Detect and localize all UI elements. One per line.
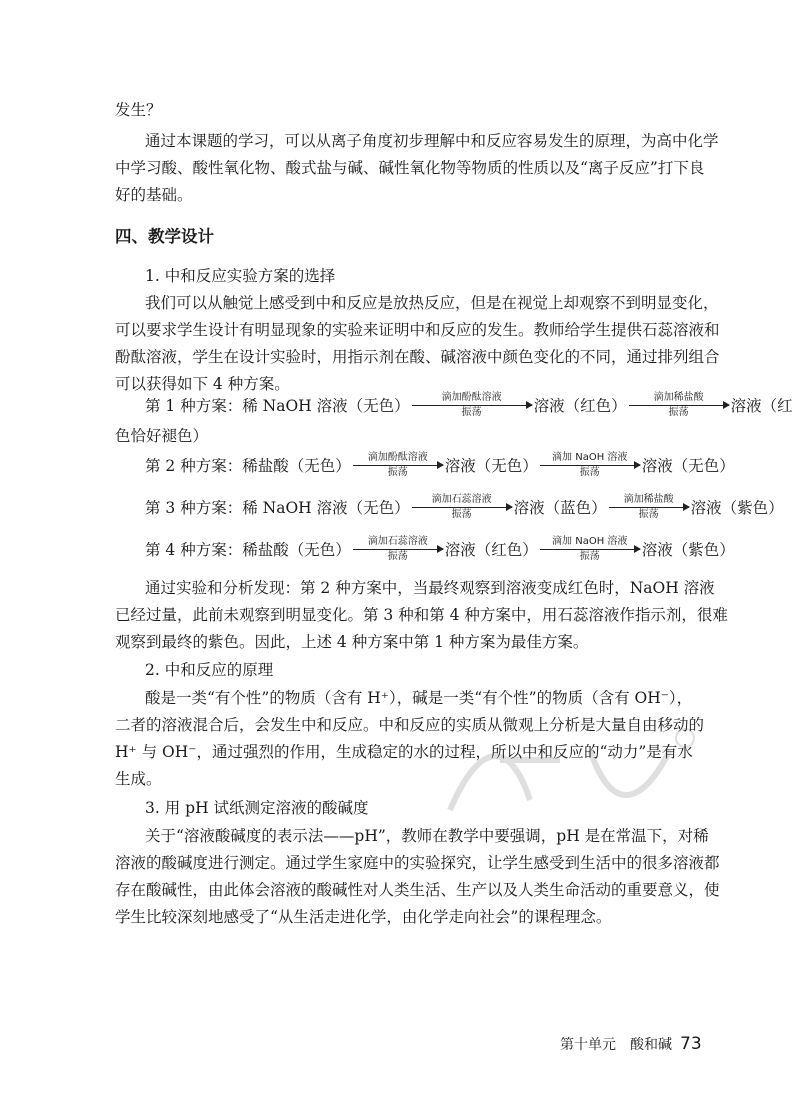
page-footer (560, 1034, 702, 1055)
scheme-4 (145, 536, 735, 563)
reaction-arrow (353, 452, 443, 479)
arrow-condition-below: 振荡 (579, 551, 600, 562)
paragraph-line: 已经过量，此前未观察到明显变化。第 3 种和第 4 种方案中，用石蕊溶液作指示剂，很难 (115, 606, 728, 624)
arrow-condition-below: 振荡 (579, 467, 600, 478)
paragraph-line: 好的基础。 (115, 186, 193, 204)
scheme-intermediate: 溶液（无色） (444, 456, 538, 475)
arrow-shaft (412, 405, 532, 406)
reaction-arrow (412, 494, 512, 521)
paragraph-line: 观察到最终的紫色。因此，上述 4 种方案中第 1 种方案为最佳方案。 (115, 633, 589, 651)
paragraph-line: 发生？ (115, 101, 162, 119)
scheme-intermediate: 溶液（红色） (533, 396, 627, 415)
scheme-result: 溶液（红 (730, 396, 793, 415)
subsection-title: 1. 中和反应实验方案的选择 (145, 267, 336, 285)
paragraph-line: 通过实验和分析发现：第 2 种方案中，当最终观察到溶液变成红色时，NaOH 溶液 (145, 579, 715, 597)
arrow-condition-above: 滴加 NaOH 溶液 (552, 536, 628, 547)
subsection-title: 3. 用 pH 试纸测定溶液的酸碱度 (145, 799, 369, 817)
reaction-arrow (412, 392, 532, 419)
unit-title: 第十单元 酸和碱 (560, 1037, 672, 1053)
paragraph-line: 生成。 (115, 770, 162, 788)
scheme-prefix: 第 1 种方案：稀 NaOH 溶液（无色） (145, 396, 410, 415)
reaction-arrow (353, 536, 443, 563)
scheme-prefix: 第 4 种方案：稀盐酸（无色） (145, 540, 351, 559)
arrow-condition-below: 振荡 (387, 467, 408, 478)
reaction-arrow (540, 452, 640, 479)
paragraph-line: 可以要求学生设计有明显现象的实验来证明中和反应的发生。教师给学生提供石蕊溶液和 (115, 321, 720, 339)
paragraph-line: 我们可以从触觉上感受到中和反应是放热反应，但是在视觉上却观察不到明显变化， (145, 294, 719, 312)
paragraph-line: 色恰好褪色） (115, 427, 209, 445)
reaction-arrow (629, 392, 729, 419)
paragraph-line: 通过本课题的学习，可以从离子角度初步理解中和反应容易发生的原理，为高中化学 (145, 132, 719, 150)
reaction-arrow (609, 494, 689, 521)
paragraph-line: H⁺ 与 OH⁻，通过强烈的作用，生成稳定的水的过程，所以中和反应的“动力”是有水 (115, 743, 693, 761)
arrow-condition-above: 滴加稀盐酸 (623, 494, 674, 505)
arrow-condition-above: 滴加 NaOH 溶液 (552, 452, 628, 463)
arrow-shaft (609, 507, 689, 508)
scheme-result: 溶液（紫色） (690, 498, 784, 517)
arrow-condition-above: 滴加酚酞溶液 (441, 392, 502, 403)
scheme-prefix: 第 3 种方案：稀 NaOH 溶液（无色） (145, 498, 410, 517)
scheme-1 (145, 392, 793, 419)
arrow-condition-above: 滴加石蕊溶液 (367, 536, 428, 547)
subsection-title: 2. 中和反应的原理 (145, 661, 274, 679)
page-number: 73 (680, 1034, 702, 1054)
scheme-result: 溶液（紫色） (641, 540, 735, 559)
arrow-shaft (540, 465, 640, 466)
arrow-shaft (629, 405, 729, 406)
scheme-intermediate: 溶液（红色） (444, 540, 538, 559)
scheme-3 (145, 494, 784, 521)
paragraph-line: 存在酸碱性，由此体会溶液的酸碱性对人类生活、生产以及人类生命活动的重要意义，使 (115, 881, 720, 899)
paragraph-line: 二者的溶液混合后，会发生中和反应。中和反应的实质从微观上分析是大量自由移动的 (115, 716, 705, 734)
paragraph-line: 可以获得如下 4 种方案。 (115, 375, 290, 393)
arrow-condition-above: 滴加稀盐酸 (653, 392, 704, 403)
paragraph-line: 溶液的酸碱度进行测定。通过学生家庭中的实验探究，让学生感受到生活中的很多溶液都 (115, 854, 720, 872)
arrow-shaft (540, 549, 640, 550)
arrow-condition-below: 振荡 (387, 551, 408, 562)
paragraph-line: 酚酞溶液，学生在设计实验时，用指示剂在酸、碱溶液中颜色变化的不同，通过排列组合 (115, 348, 720, 366)
arrow-condition-below: 振荡 (451, 509, 472, 520)
arrow-shaft (353, 465, 443, 466)
arrow-condition-above: 滴加酚酞溶液 (367, 452, 428, 463)
scheme-intermediate: 溶液（蓝色） (513, 498, 607, 517)
paragraph-line: 中学习酸、酸性氧化物、酸式盐与碱、碱性氧化物等物质的性质以及“离子反应”打下良 (115, 159, 705, 177)
scheme-result: 溶液（无色） (641, 456, 735, 475)
paragraph-line: 酸是一类“有个性”的物质（含有 H⁺），碱是一类“有个性”的物质（含有 OH⁻）， (145, 689, 693, 707)
paragraph-line: 关于“溶液酸碱度的表示法——pH”，教师在教学中要强调，pH 是在常温下，对稀 (145, 827, 709, 845)
arrow-condition-below: 振荡 (638, 509, 659, 520)
arrow-shaft (353, 549, 443, 550)
arrow-condition-below: 振荡 (461, 407, 482, 418)
scheme-prefix: 第 2 种方案：稀盐酸（无色） (145, 456, 351, 475)
section-heading: 四、教学设计 (115, 227, 214, 246)
arrow-condition-below: 振荡 (668, 407, 689, 418)
arrow-shaft (412, 507, 512, 508)
paragraph-line: 学生比较深刻地感受了“从生活走进化学，由化学走向社会”的课程理念。 (115, 908, 612, 926)
arrow-condition-above: 滴加石蕊溶液 (431, 494, 492, 505)
reaction-arrow (540, 536, 640, 563)
scheme-2 (145, 452, 735, 479)
